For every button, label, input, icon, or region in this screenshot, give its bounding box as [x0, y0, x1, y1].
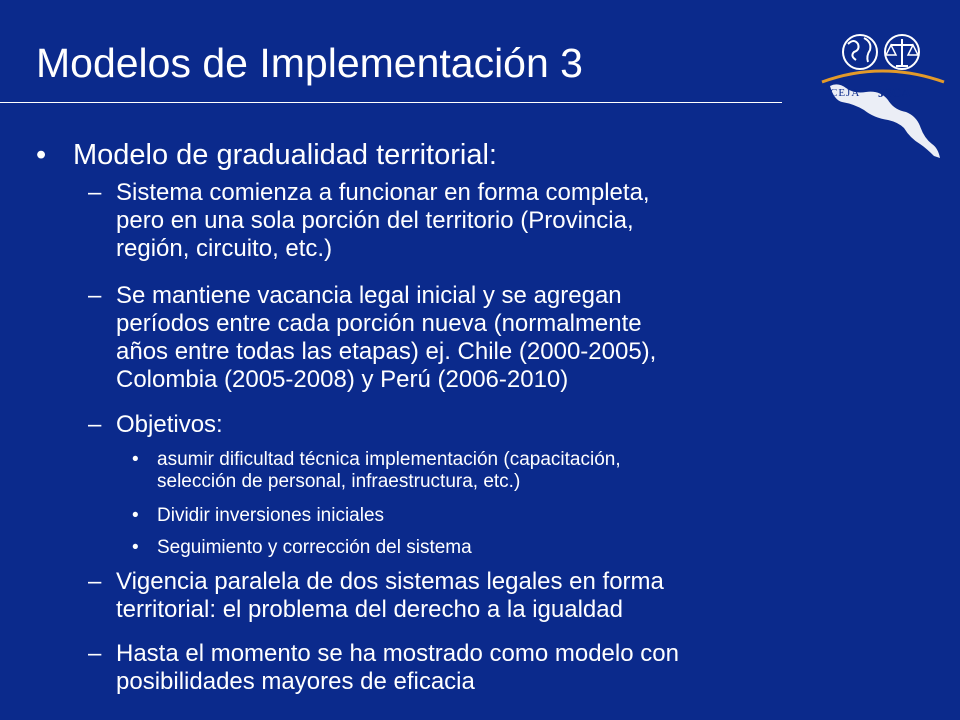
bullet-text-gradualidad: Modelo de gradualidad territorial:	[73, 139, 497, 171]
item-line: Colombia (2005-2008) y Perú (2006-2010)	[116, 366, 569, 393]
item-line: región, circuito, etc.)	[116, 235, 333, 262]
globe-icon	[843, 35, 877, 69]
small-bullet-marker: •	[132, 449, 139, 470]
item-line: Se mantiene vacancia legal inicial y se agregan	[116, 282, 622, 309]
subitem-line: selección de personal, infraestructura, etc.)	[157, 471, 521, 492]
subitem-line: Dividir inversiones iniciales	[157, 505, 385, 526]
item-line: territorial: el problema del derecho a la igualdad	[116, 596, 623, 623]
logo-text-ceja: CEJA	[830, 87, 861, 99]
dash-marker: –	[88, 568, 102, 595]
item-line: Sistema comienza a funcionar en forma completa,	[116, 179, 650, 206]
logo-text-jsca: JSCA	[878, 85, 911, 100]
dash-marker: –	[88, 179, 102, 206]
ceja-jsca-logo	[818, 24, 948, 194]
item-line: Hasta el momento se ha mostrado como modelo con	[116, 640, 679, 667]
item-line: períodos entre cada porción nueva (normalmente	[116, 310, 642, 337]
small-bullet-marker: •	[132, 537, 139, 558]
item-line: pero en una sola porción del territorio (Provincia,	[116, 207, 634, 234]
dash-marker: –	[88, 282, 102, 309]
subitem-line: Seguimiento y corrección del sistema	[157, 537, 472, 558]
small-bullet-marker: •	[132, 505, 139, 526]
item-line: posibilidades mayores de eficacia	[116, 668, 475, 695]
title-divider	[0, 102, 782, 103]
subitem-line: asumir dificultad técnica implementación (capacitación,	[157, 449, 621, 470]
item-line: Objetivos:	[116, 411, 223, 438]
dash-marker: –	[88, 640, 102, 667]
scales-of-justice-icon	[885, 35, 919, 69]
dash-marker: –	[88, 411, 102, 438]
slide-title: Modelos de Implementación 3	[36, 40, 583, 86]
item-line: Vigencia paralela de dos sistemas legales en forma	[116, 568, 664, 595]
item-line: años entre todas las etapas) ej. Chile (2000-2005),	[116, 338, 657, 365]
bullet-marker: •	[36, 139, 47, 171]
